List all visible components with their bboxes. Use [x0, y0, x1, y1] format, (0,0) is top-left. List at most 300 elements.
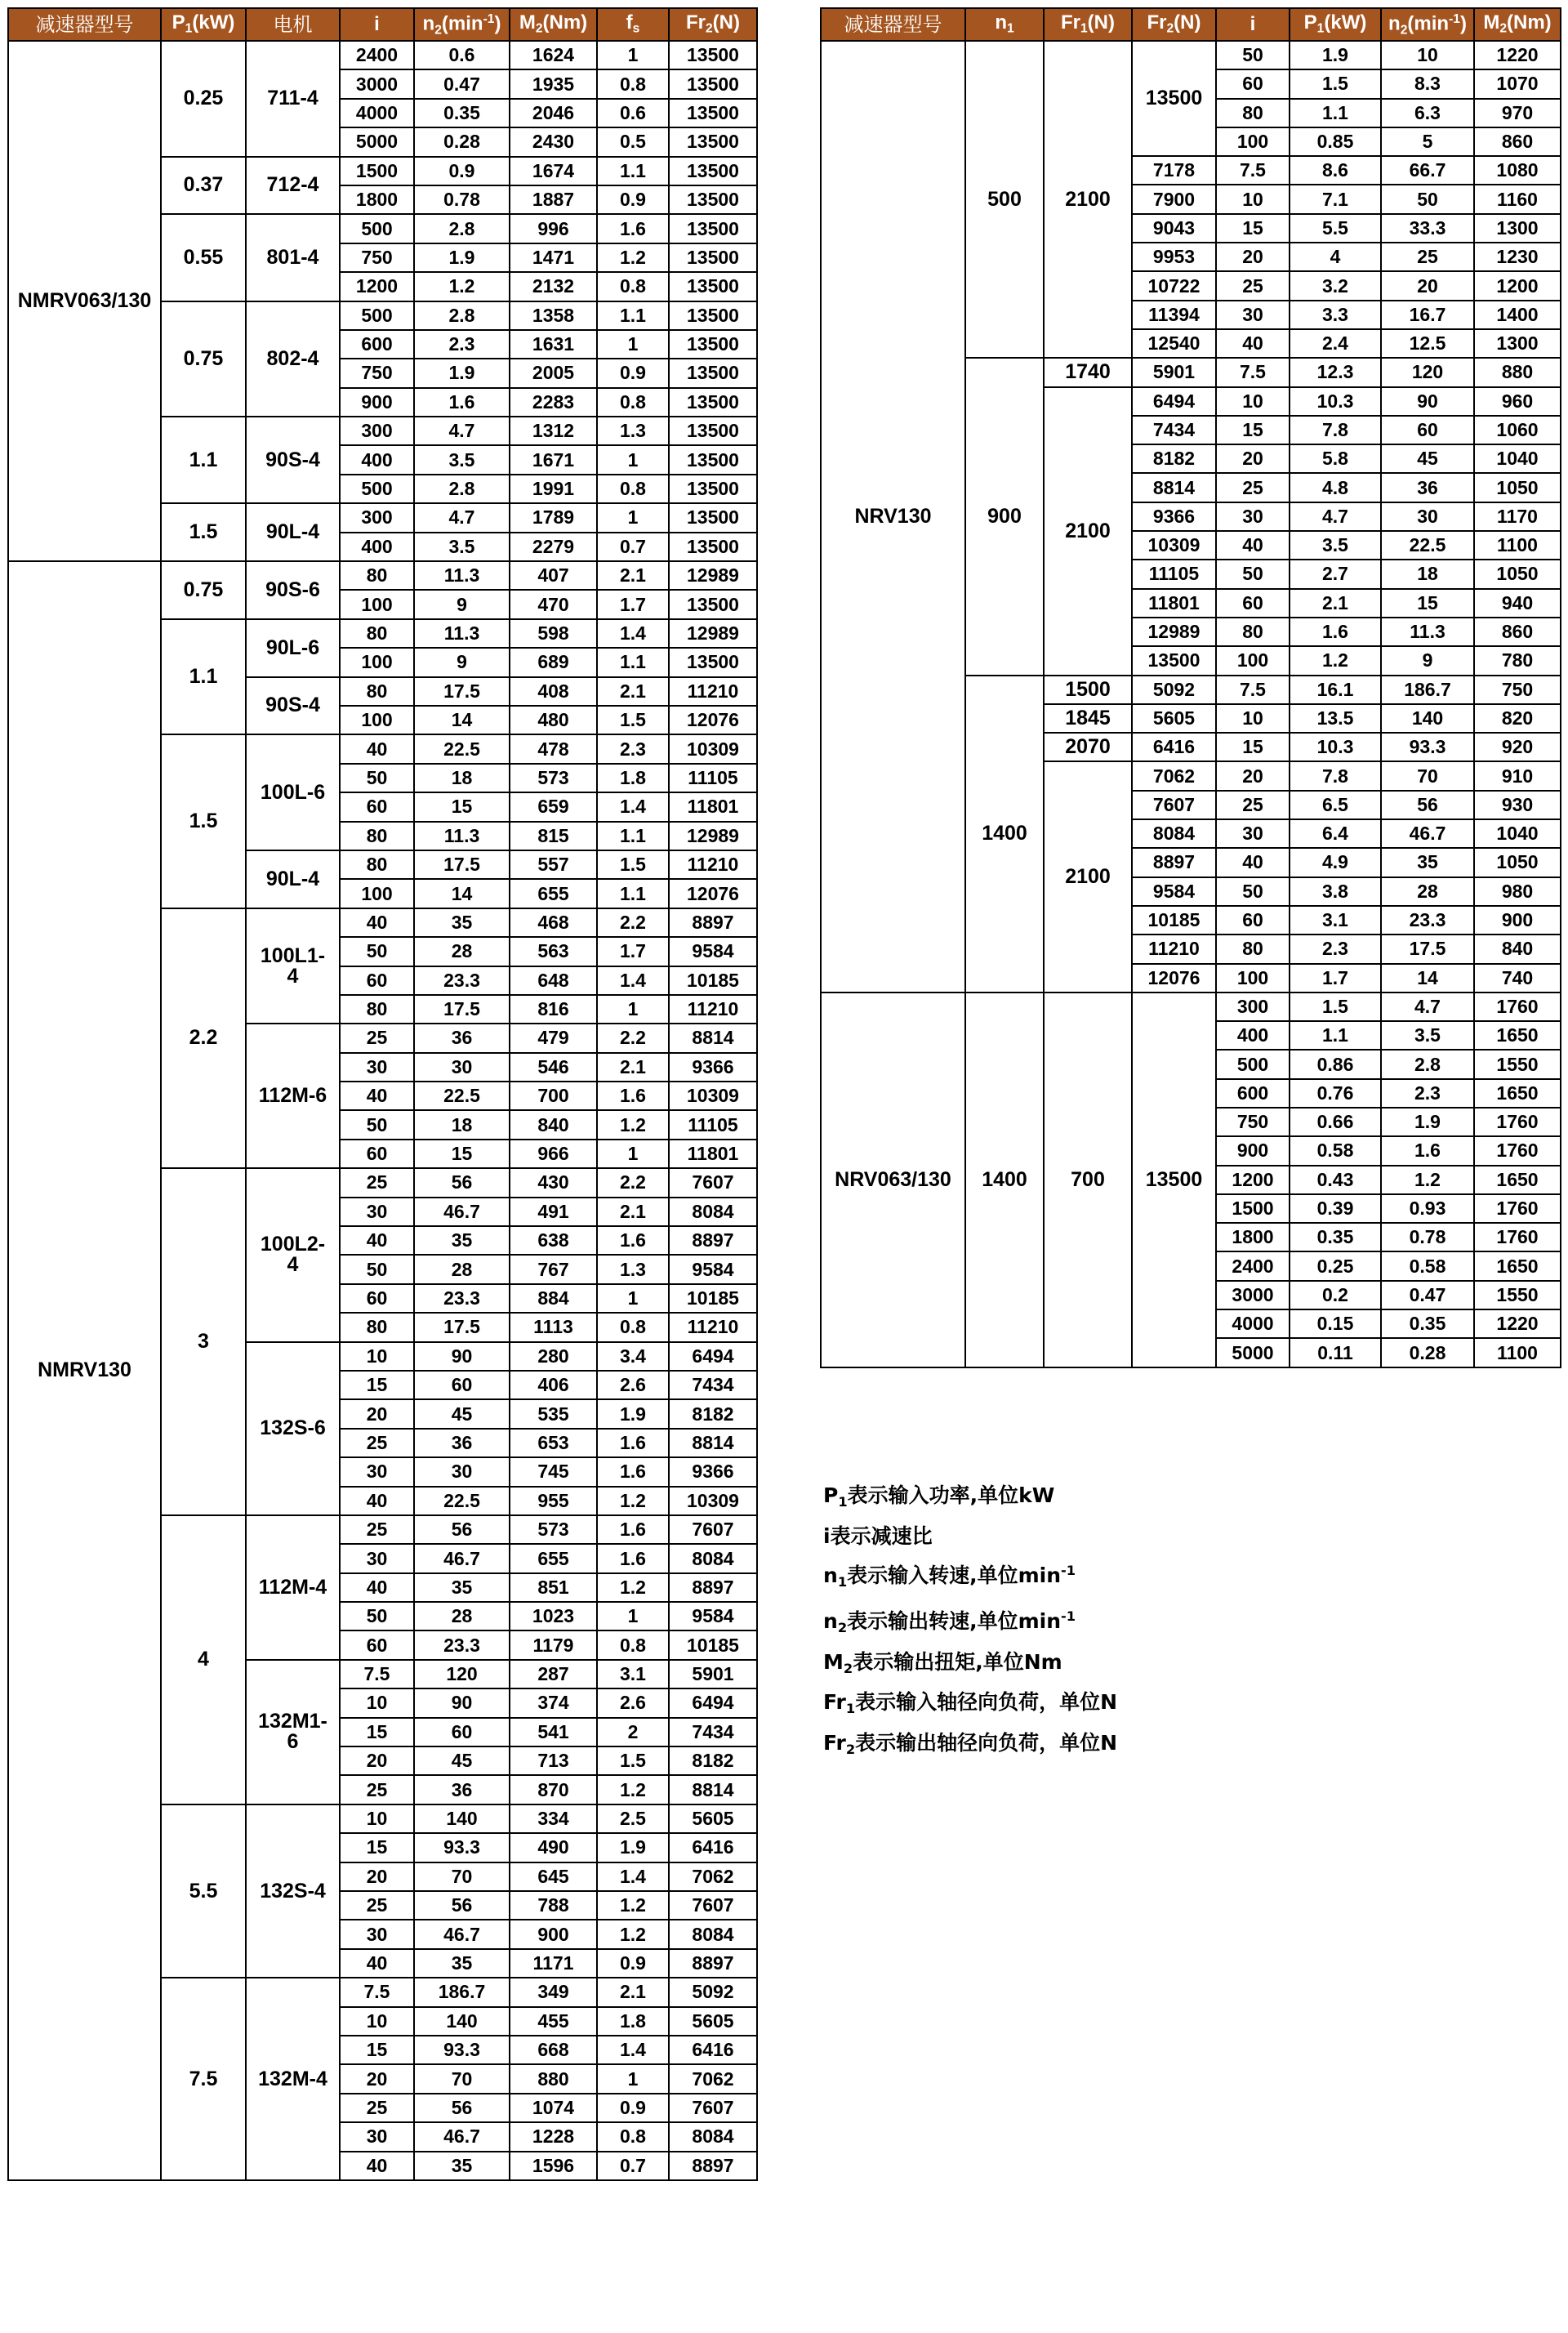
m2-cell: 470 — [510, 590, 597, 618]
fr2-cell: 10309 — [669, 1487, 757, 1515]
fs-cell: 1 — [597, 41, 669, 69]
n2-cell: 1.2 — [414, 272, 510, 301]
p1-cell: 0.66 — [1290, 1108, 1381, 1136]
n2-cell: 186.7 — [1381, 676, 1474, 704]
n2-cell: 23.3 — [414, 966, 510, 995]
header-motor — [246, 8, 340, 41]
n2-cell: 46.7 — [414, 1544, 510, 1572]
i-cell: 20 — [340, 1399, 414, 1428]
n2-cell: 0.47 — [414, 69, 510, 98]
fs-cell: 2.6 — [597, 1688, 669, 1717]
n2-cell: 93.3 — [414, 1833, 510, 1862]
i-cell: 100 — [1216, 127, 1290, 156]
m2-cell: 1050 — [1474, 560, 1561, 588]
fr2-cell: 6416 — [669, 1833, 757, 1862]
i-cell: 100 — [340, 879, 414, 908]
n2-cell: 14 — [1381, 964, 1474, 993]
fs-cell: 1 — [597, 995, 669, 1024]
header-fs — [597, 8, 669, 41]
fs-cell: 1.6 — [597, 1457, 669, 1486]
m2-cell: 2132 — [510, 272, 597, 301]
fr2-cell: 13500 — [669, 99, 757, 127]
m2-cell: 406 — [510, 1371, 597, 1399]
i-cell: 60 — [340, 966, 414, 995]
p1-cell: 10.3 — [1290, 387, 1381, 416]
m2-cell: 668 — [510, 2036, 597, 2064]
fs-cell: 1.2 — [597, 1573, 669, 1602]
fr2-cell: 7178 — [1132, 156, 1216, 185]
m2-cell: 479 — [510, 1024, 597, 1052]
i-cell: 750 — [340, 359, 414, 387]
n2-cell: 35 — [1381, 848, 1474, 877]
fs-cell: 1.6 — [597, 1226, 669, 1255]
fr2-cell: 13500 — [669, 243, 757, 272]
fr2-cell: 9584 — [669, 1255, 757, 1283]
fr2-cell: 11210 — [669, 995, 757, 1024]
m2-cell: 816 — [510, 995, 597, 1024]
power-cell: 0.37 — [161, 157, 246, 215]
m2-cell: 880 — [510, 2064, 597, 2093]
n2-cell: 28 — [414, 937, 510, 966]
fr2-cell: 9584 — [669, 937, 757, 966]
fs-cell: 2.5 — [597, 1804, 669, 1833]
n2-cell: 45 — [414, 1746, 510, 1775]
fs-cell: 1.6 — [597, 1082, 669, 1110]
fr2-cell: 7062 — [1132, 761, 1216, 790]
n2-cell: 120 — [1381, 358, 1474, 386]
m2-cell: 1550 — [1474, 1281, 1561, 1309]
i-cell: 25 — [340, 1168, 414, 1197]
m2-cell: 1300 — [1474, 329, 1561, 358]
i-cell: 60 — [1216, 906, 1290, 935]
fr2-cell: 13500 — [669, 503, 757, 532]
n2-cell: 6.3 — [1381, 99, 1474, 127]
n2-cell: 90 — [414, 1688, 510, 1717]
fs-cell: 1.1 — [597, 157, 669, 185]
header-fr2-unit: (N) — [1174, 11, 1201, 34]
legend-symbol: i — [823, 1523, 831, 1548]
fs-cell: 1.2 — [597, 1891, 669, 1920]
m2-cell: 1100 — [1474, 531, 1561, 560]
p1-cell: 1.5 — [1290, 993, 1381, 1021]
fs-cell: 2.3 — [597, 734, 669, 763]
header-fr2-text: Fr — [1147, 11, 1167, 34]
n2-cell: 18 — [1381, 560, 1474, 588]
i-cell: 50 — [340, 764, 414, 792]
p1-cell: 0.85 — [1290, 127, 1381, 156]
n2-cell: 70 — [1381, 761, 1474, 790]
fr2-cell: 7607 — [669, 1515, 757, 1544]
i-cell: 1200 — [340, 272, 414, 301]
n2-cell: 56 — [414, 2094, 510, 2122]
n2-cell: 23.3 — [1381, 906, 1474, 935]
legend-symbol: n — [823, 1608, 838, 1633]
m2-cell: 1050 — [1474, 473, 1561, 502]
fr2-cell: 11210 — [669, 1313, 757, 1341]
fs-cell: 1.2 — [597, 1775, 669, 1804]
header-model — [821, 8, 965, 41]
i-cell: 7.5 — [1216, 156, 1290, 185]
fr1-cell: 2100 — [1044, 761, 1132, 992]
header-n2-sup: -1 — [483, 11, 495, 26]
motor-cell: 90S-4 — [246, 417, 340, 503]
fr2-cell: 13500 — [1132, 646, 1216, 675]
n2-cell: 9 — [414, 648, 510, 676]
n2-cell: 17.5 — [1381, 935, 1474, 963]
i-cell: 80 — [1216, 618, 1290, 646]
fr2-cell: 12989 — [1132, 618, 1216, 646]
m2-cell: 970 — [1474, 99, 1561, 127]
fs-cell: 0.7 — [597, 533, 669, 561]
header-i — [1216, 8, 1290, 41]
p1-cell: 0.35 — [1290, 1223, 1381, 1251]
fr2-cell: 13500 — [669, 41, 757, 69]
p1-cell: 2.1 — [1290, 589, 1381, 618]
table-row — [821, 41, 1561, 69]
fr2-cell: 7607 — [669, 2094, 757, 2122]
reducer-model-cell: NMRV063/130 — [8, 41, 161, 561]
n2-cell: 4.7 — [414, 503, 510, 532]
fs-cell: 1.2 — [597, 1110, 669, 1139]
n2-cell: 23.3 — [414, 1630, 510, 1659]
m2-cell: 1760 — [1474, 1194, 1561, 1223]
n2-cell: 30 — [1381, 502, 1474, 531]
n2-cell: 22.5 — [1381, 531, 1474, 560]
fr2-cell: 9043 — [1132, 214, 1216, 243]
i-cell: 7.5 — [1216, 358, 1290, 386]
header-n2-close: ) — [494, 12, 501, 35]
i-cell: 300 — [1216, 993, 1290, 1021]
i-cell: 50 — [1216, 560, 1290, 588]
m2-cell: 1171 — [510, 1949, 597, 1978]
header-n2-sup: -1 — [1449, 11, 1460, 26]
fs-cell: 0.9 — [597, 359, 669, 387]
m2-cell: 480 — [510, 706, 597, 734]
i-cell: 25 — [340, 1891, 414, 1920]
i-cell: 25 — [1216, 473, 1290, 502]
left-table-body — [8, 41, 757, 2180]
header-p1-unit: (kW) — [192, 11, 235, 34]
n2-cell: 1.9 — [414, 243, 510, 272]
n2-cell: 14 — [414, 706, 510, 734]
legend-symbol: M — [823, 1649, 844, 1674]
n2-cell: 1.6 — [414, 388, 510, 417]
m2-cell: 860 — [1474, 618, 1561, 646]
p1-cell: 0.15 — [1290, 1309, 1381, 1338]
fr2-cell: 10309 — [669, 734, 757, 763]
motor-cell: 90S-6 — [246, 561, 340, 619]
legend-superscript: -1 — [1061, 1562, 1076, 1578]
fr2-cell: 8182 — [669, 1399, 757, 1428]
n2-cell: 17.5 — [414, 850, 510, 879]
i-cell: 10 — [340, 2007, 414, 2036]
m2-cell: 840 — [510, 1110, 597, 1139]
fr2-cell: 8084 — [669, 2122, 757, 2151]
m2-cell: 1550 — [1474, 1050, 1561, 1078]
i-cell: 30 — [1216, 819, 1290, 848]
fs-cell: 0.8 — [597, 2122, 669, 2151]
header-n2-sub: 2 — [434, 22, 442, 37]
i-cell: 30 — [340, 1198, 414, 1226]
fr2-cell: 11105 — [1132, 560, 1216, 588]
p1-cell: 7.8 — [1290, 761, 1381, 790]
i-cell: 100 — [340, 590, 414, 618]
m2-cell: 851 — [510, 1573, 597, 1602]
power-cell: 0.55 — [161, 214, 246, 301]
table-row — [821, 993, 1561, 1021]
i-cell: 60 — [1216, 589, 1290, 618]
m2-cell: 1789 — [510, 503, 597, 532]
n2-cell: 30 — [414, 1053, 510, 1082]
m2-cell: 815 — [510, 822, 597, 850]
fs-cell: 1.9 — [597, 1833, 669, 1862]
fr2-cell: 12540 — [1132, 329, 1216, 358]
n2-cell: 35 — [414, 908, 510, 937]
n2-cell: 0.78 — [1381, 1223, 1474, 1251]
m2-cell: 407 — [510, 561, 597, 590]
n2-cell: 3.5 — [414, 533, 510, 561]
m2-cell: 598 — [510, 619, 597, 648]
m2-cell: 374 — [510, 1688, 597, 1717]
m2-cell: 2279 — [510, 533, 597, 561]
n2-cell: 2.3 — [1381, 1079, 1474, 1108]
fr2-cell: 5092 — [1132, 676, 1216, 704]
m2-cell: 1228 — [510, 2122, 597, 2151]
n2-cell: 9 — [1381, 646, 1474, 675]
legend-text: 表示输入轴径向负荷，单位N — [855, 1690, 1118, 1715]
motor-cell: 112M-6 — [246, 1024, 340, 1168]
m2-cell: 1991 — [510, 475, 597, 503]
fr2-cell: 13500 — [669, 69, 757, 98]
m2-cell: 541 — [510, 1718, 597, 1746]
i-cell: 15 — [340, 1718, 414, 1746]
fr2-cell: 13500 — [669, 157, 757, 185]
fs-cell: 2.1 — [597, 1053, 669, 1082]
i-cell: 500 — [340, 214, 414, 243]
fs-cell: 2.1 — [597, 677, 669, 706]
i-cell: 40 — [1216, 531, 1290, 560]
i-cell: 40 — [1216, 329, 1290, 358]
fs-cell: 1.1 — [597, 648, 669, 676]
p1-cell: 2.4 — [1290, 329, 1381, 358]
fr2-cell: 7434 — [669, 1718, 757, 1746]
fr2-cell: 10185 — [669, 966, 757, 995]
fr2-cell: 11105 — [669, 764, 757, 792]
fs-cell: 2.2 — [597, 1168, 669, 1197]
m2-cell: 430 — [510, 1168, 597, 1197]
fs-cell: 1 — [597, 330, 669, 359]
header-fr1-unit: (N) — [1087, 11, 1115, 34]
fs-cell: 0.9 — [597, 1949, 669, 1978]
i-cell: 4000 — [340, 99, 414, 127]
header-fr2-sub: 2 — [705, 22, 713, 37]
n2-cell: 35 — [414, 2152, 510, 2180]
p1-cell: 3.2 — [1290, 271, 1381, 300]
legend-text: 表示输入转速,单位min — [847, 1563, 1062, 1587]
i-cell: 40 — [340, 1226, 414, 1255]
fr2-cell: 7062 — [669, 2064, 757, 2093]
n2-cell: 60 — [414, 1718, 510, 1746]
power-cell: 1.5 — [161, 503, 246, 561]
m2-cell: 1220 — [1474, 1309, 1561, 1338]
fr2-cell: 13500 — [669, 359, 757, 387]
i-cell: 3000 — [340, 69, 414, 98]
power-cell: 0.75 — [161, 561, 246, 619]
n2-cell: 36 — [414, 1024, 510, 1052]
header-fr2-text: Fr — [685, 11, 706, 34]
fr2-cell: 10722 — [1132, 271, 1216, 300]
header-p1-sub: 1 — [185, 22, 193, 37]
n2-cell: 2.8 — [414, 301, 510, 330]
header-fr2 — [1132, 8, 1216, 41]
fr2-cell: 12076 — [669, 879, 757, 908]
n2-cell: 11.3 — [414, 822, 510, 850]
i-cell: 10 — [1216, 704, 1290, 733]
m2-cell: 1160 — [1474, 185, 1561, 213]
i-cell: 500 — [340, 301, 414, 330]
fr2-cell: 8897 — [669, 1573, 757, 1602]
m2-cell: 653 — [510, 1429, 597, 1457]
i-cell: 4000 — [1216, 1309, 1290, 1338]
reducer-model-cell: NRV130 — [821, 41, 965, 993]
m2-cell: 1631 — [510, 330, 597, 359]
i-cell: 100 — [340, 706, 414, 734]
fs-cell: 0.8 — [597, 272, 669, 301]
fr2-cell: 5605 — [1132, 704, 1216, 733]
fr2-cell: 11801 — [1132, 589, 1216, 618]
p1-cell: 5.8 — [1290, 444, 1381, 473]
i-cell: 80 — [340, 619, 414, 648]
i-cell: 300 — [340, 417, 414, 445]
table-row — [8, 41, 757, 69]
fr2-cell: 13500 — [669, 330, 757, 359]
n2-cell: 56 — [1381, 791, 1474, 819]
fs-cell: 1.4 — [597, 1862, 669, 1891]
motor-cell: 712-4 — [246, 157, 340, 215]
fs-cell: 1.6 — [597, 214, 669, 243]
i-cell: 20 — [340, 2064, 414, 2093]
motor-cell: 90S-4 — [246, 677, 340, 735]
n2-cell: 0.35 — [1381, 1309, 1474, 1338]
i-cell: 30 — [1216, 502, 1290, 531]
fr2-cell: 7900 — [1132, 185, 1216, 213]
m2-cell: 546 — [510, 1053, 597, 1082]
header-m2-text: M — [519, 11, 536, 34]
i-cell: 600 — [340, 330, 414, 359]
fr2-cell: 13500 — [669, 417, 757, 445]
fr1-cell: 2070 — [1044, 733, 1132, 761]
n2-cell: 17.5 — [414, 677, 510, 706]
n2-cell: 3.5 — [1381, 1021, 1474, 1050]
n2-cell: 46.7 — [1381, 819, 1474, 848]
n2-cell: 4.7 — [414, 417, 510, 445]
n2-cell: 16.7 — [1381, 301, 1474, 329]
i-cell: 80 — [340, 1313, 414, 1341]
p1-cell: 1.7 — [1290, 964, 1381, 993]
motor-cell: 132S-4 — [246, 1804, 340, 1978]
fr2-cell: 9366 — [669, 1457, 757, 1486]
fr2-cell: 5092 — [669, 1978, 757, 2006]
fr2-cell: 8084 — [669, 1544, 757, 1572]
motor-cell: 132S-6 — [246, 1342, 340, 1515]
n2-cell: 1.6 — [1381, 1136, 1474, 1165]
fr2-cell: 12076 — [1132, 964, 1216, 993]
i-cell: 60 — [340, 1140, 414, 1168]
power-cell: 4 — [161, 1515, 246, 1804]
fr2-cell: 5605 — [669, 1804, 757, 1833]
header-n2-text: n — [422, 12, 435, 35]
n2-cell: 11.3 — [414, 561, 510, 590]
n2-cell: 2.3 — [414, 330, 510, 359]
i-cell: 40 — [340, 1949, 414, 1978]
fr2-cell: 11394 — [1132, 301, 1216, 329]
m2-cell: 2430 — [510, 127, 597, 156]
n2-cell: 11.3 — [414, 619, 510, 648]
right-header-row — [821, 8, 1561, 41]
fr2-cell: 8814 — [669, 1429, 757, 1457]
header-i — [340, 8, 414, 41]
fr2-cell: 6494 — [1132, 387, 1216, 416]
fs-cell: 1.4 — [597, 966, 669, 995]
n2-cell: 2.8 — [414, 214, 510, 243]
input-speed-cell: 500 — [965, 41, 1044, 358]
m2-cell: 478 — [510, 734, 597, 763]
p1-cell: 3.1 — [1290, 906, 1381, 935]
n2-cell: 22.5 — [414, 1082, 510, 1110]
fs-cell: 1.6 — [597, 1515, 669, 1544]
header-fs-text: f — [626, 11, 633, 34]
i-cell: 1200 — [1216, 1166, 1290, 1194]
fr2-cell: 9953 — [1132, 243, 1216, 271]
fr2-cell: 12076 — [669, 706, 757, 734]
p1-cell: 13.5 — [1290, 704, 1381, 733]
m2-cell: 740 — [1474, 964, 1561, 993]
m2-cell: 1760 — [1474, 1223, 1561, 1251]
left-header-row — [8, 8, 757, 41]
fs-cell: 1.8 — [597, 764, 669, 792]
fr2-cell: 9366 — [669, 1053, 757, 1082]
fr1-cell: 1740 — [1044, 358, 1132, 386]
fr2-cell: 12989 — [669, 561, 757, 590]
i-cell: 400 — [340, 445, 414, 474]
n2-cell: 56 — [414, 1168, 510, 1197]
n2-cell: 1.2 — [1381, 1166, 1474, 1194]
n2-cell: 8.3 — [1381, 69, 1474, 98]
n2-cell: 10 — [1381, 41, 1474, 69]
header-i-text: i — [1250, 13, 1256, 35]
fs-cell: 1.3 — [597, 1255, 669, 1283]
n2-cell: 0.47 — [1381, 1281, 1474, 1309]
i-cell: 900 — [340, 388, 414, 417]
fr2-cell: 8814 — [669, 1775, 757, 1804]
p1-cell: 5.5 — [1290, 214, 1381, 243]
i-cell: 80 — [340, 850, 414, 879]
header-n1-sub: 1 — [1006, 22, 1014, 37]
n2-cell: 60 — [414, 1371, 510, 1399]
fr2-cell: 13500 — [669, 388, 757, 417]
m2-cell: 996 — [510, 214, 597, 243]
m2-cell: 2005 — [510, 359, 597, 387]
i-cell: 10 — [340, 1804, 414, 1833]
i-cell: 400 — [1216, 1021, 1290, 1050]
p1-cell: 4.7 — [1290, 502, 1381, 531]
p1-cell: 0.76 — [1290, 1079, 1381, 1108]
m2-cell: 955 — [510, 1487, 597, 1515]
m2-cell: 287 — [510, 1660, 597, 1688]
m2-cell: 1100 — [1474, 1338, 1561, 1367]
header-fr2 — [669, 8, 757, 41]
n2-cell: 2.8 — [1381, 1050, 1474, 1078]
